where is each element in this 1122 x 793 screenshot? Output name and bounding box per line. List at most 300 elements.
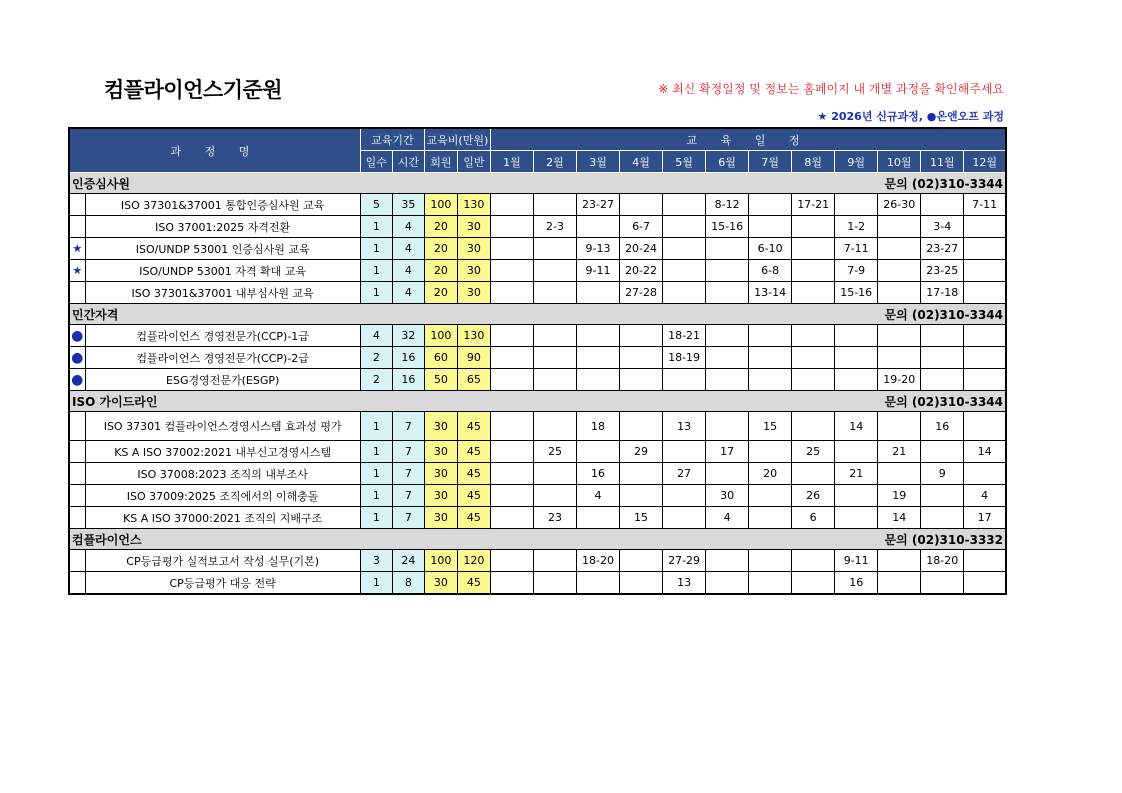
schedule-cell: 21 <box>835 463 878 485</box>
section-header-row <box>69 529 1006 550</box>
course-days: 2 <box>360 369 392 391</box>
header-general: 일반 <box>457 151 490 173</box>
course-row <box>69 282 1006 304</box>
course-name: KS A ISO 37000:2021 조직의 지배구조 <box>85 507 360 529</box>
schedule-cell: 6-7 <box>620 216 663 238</box>
header-month: 8월 <box>792 151 835 173</box>
schedule-cell: 3-4 <box>921 216 964 238</box>
course-mark <box>69 550 85 572</box>
course-row <box>69 216 1006 238</box>
schedule-cell <box>706 347 749 369</box>
header-month: 1월 <box>490 151 533 173</box>
course-hours: 7 <box>392 485 424 507</box>
header-fee: 교육비(만원) <box>424 128 490 151</box>
schedule-cell: 29 <box>620 441 663 463</box>
header-month: 3월 <box>577 151 620 173</box>
course-mark <box>69 216 85 238</box>
schedule-cell: 7-11 <box>964 194 1006 216</box>
schedule-cell: 23-25 <box>921 260 964 282</box>
course-days: 1 <box>360 216 392 238</box>
header-month: 7월 <box>749 151 792 173</box>
schedule-cell <box>921 325 964 347</box>
schedule-cell <box>490 412 533 441</box>
course-fee-member: 50 <box>424 369 457 391</box>
course-row <box>69 369 1006 391</box>
schedule-cell: 18 <box>577 412 620 441</box>
schedule-cell <box>964 238 1006 260</box>
course-days: 4 <box>360 325 392 347</box>
schedule-cell <box>792 238 835 260</box>
course-days: 1 <box>360 463 392 485</box>
schedule-cell: 25 <box>792 441 835 463</box>
schedule-cell <box>533 194 576 216</box>
schedule-cell <box>921 347 964 369</box>
schedule-cell <box>749 485 792 507</box>
course-hours: 4 <box>392 238 424 260</box>
schedule-cell <box>663 369 706 391</box>
schedule-cell <box>964 550 1006 572</box>
schedule-cell <box>878 463 921 485</box>
schedule-cell: 6-8 <box>749 260 792 282</box>
course-days: 2 <box>360 347 392 369</box>
schedule-cell <box>490 347 533 369</box>
schedule-cell <box>533 550 576 572</box>
schedule-cell: 16 <box>577 463 620 485</box>
section-name: 민간자격 <box>69 304 663 325</box>
section-contact: 문의 (02)310-3344 <box>663 304 1006 325</box>
schedule-cell <box>792 463 835 485</box>
header-month: 5월 <box>663 151 706 173</box>
course-row <box>69 572 1006 595</box>
course-name: KS A ISO 37002:2021 내부신고경영시스템 <box>85 441 360 463</box>
schedule-cell <box>620 412 663 441</box>
schedule-cell <box>577 216 620 238</box>
schedule-cell: 8-12 <box>706 194 749 216</box>
schedule-cell <box>533 485 576 507</box>
schedule-cell <box>749 216 792 238</box>
schedule-cell <box>533 412 576 441</box>
header-period: 교육기간 <box>360 128 424 151</box>
schedule-cell <box>706 572 749 595</box>
schedule-cell <box>577 441 620 463</box>
schedule-cell <box>792 369 835 391</box>
schedule-cell <box>706 282 749 304</box>
schedule-cell: 15 <box>620 507 663 529</box>
schedule-cell <box>533 347 576 369</box>
schedule-cell: 14 <box>878 507 921 529</box>
schedule-cell: 21 <box>878 441 921 463</box>
schedule-cell: 20-22 <box>620 260 663 282</box>
section-header-row <box>69 173 1006 194</box>
section-header-row <box>69 391 1006 412</box>
schedule-cell <box>577 282 620 304</box>
course-fee-member: 100 <box>424 194 457 216</box>
header-month: 6월 <box>706 151 749 173</box>
course-row <box>69 507 1006 529</box>
course-mark: ● <box>69 325 85 347</box>
header-schedule: 교 육 일 정 <box>490 128 1006 151</box>
course-fee-general: 45 <box>457 412 490 441</box>
schedule-cell <box>964 216 1006 238</box>
course-days: 3 <box>360 550 392 572</box>
schedule-cell <box>921 485 964 507</box>
schedule-cell <box>878 347 921 369</box>
schedule-cell <box>620 369 663 391</box>
schedule-cell: 18-20 <box>577 550 620 572</box>
course-name: CP등급평가 대응 전략 <box>85 572 360 595</box>
header-days: 일수 <box>360 151 392 173</box>
schedule-cell <box>490 282 533 304</box>
schedule-cell <box>533 572 576 595</box>
schedule-cell <box>490 194 533 216</box>
course-days: 1 <box>360 412 392 441</box>
schedule-cell <box>921 507 964 529</box>
course-fee-general: 30 <box>457 282 490 304</box>
header-member: 회원 <box>424 151 457 173</box>
schedule-cell <box>663 216 706 238</box>
schedule-cell <box>533 260 576 282</box>
schedule-cell: 14 <box>964 441 1006 463</box>
schedule-cell <box>964 260 1006 282</box>
course-name: ISO 37001:2025 자격전환 <box>85 216 360 238</box>
course-hours: 4 <box>392 216 424 238</box>
schedule-cell: 7-11 <box>835 238 878 260</box>
course-row <box>69 347 1006 369</box>
schedule-cell <box>878 216 921 238</box>
schedule-cell <box>663 260 706 282</box>
course-mark: ● <box>69 369 85 391</box>
schedule-cell <box>706 325 749 347</box>
schedule-cell: 19-20 <box>878 369 921 391</box>
section-name: 인증심사원 <box>69 173 663 194</box>
course-fee-general: 120 <box>457 550 490 572</box>
schedule-cell <box>792 260 835 282</box>
schedule-cell <box>749 194 792 216</box>
schedule-cell <box>835 485 878 507</box>
course-row <box>69 463 1006 485</box>
course-name: ESG경영전문가(ESGP) <box>85 369 360 391</box>
course-row <box>69 485 1006 507</box>
schedule-cell <box>878 260 921 282</box>
schedule-cell <box>577 347 620 369</box>
course-fee-member: 30 <box>424 485 457 507</box>
schedule-cell: 13-14 <box>749 282 792 304</box>
header-month: 4월 <box>620 151 663 173</box>
schedule-cell: 15 <box>749 412 792 441</box>
schedule-cell: 23 <box>533 507 576 529</box>
course-fee-general: 90 <box>457 347 490 369</box>
notice-text: ※ 최신 확정일정 및 정보는 홈페이지 내 개별 과정을 확인해주세요 <box>658 82 1004 96</box>
course-name: ISO 37301 컴플라이언스경영시스템 효과성 평가 <box>85 412 360 441</box>
schedule-cell: 17 <box>706 441 749 463</box>
course-hours: 7 <box>392 507 424 529</box>
course-mark <box>69 412 85 441</box>
course-fee-general: 30 <box>457 216 490 238</box>
course-hours: 16 <box>392 369 424 391</box>
section-name: ISO 가이드라인 <box>69 391 663 412</box>
schedule-cell: 15-16 <box>706 216 749 238</box>
course-name: ISO 37009:2025 조직에서의 이해충돌 <box>85 485 360 507</box>
schedule-cell <box>921 572 964 595</box>
schedule-cell <box>792 216 835 238</box>
schedule-body <box>69 173 1006 595</box>
schedule-cell <box>835 507 878 529</box>
course-days: 1 <box>360 282 392 304</box>
course-fee-member: 60 <box>424 347 457 369</box>
schedule-cell: 15-16 <box>835 282 878 304</box>
schedule-cell <box>792 282 835 304</box>
schedule-cell <box>663 507 706 529</box>
course-hours: 7 <box>392 412 424 441</box>
schedule-cell <box>490 550 533 572</box>
course-fee-member: 20 <box>424 216 457 238</box>
schedule-cell <box>620 485 663 507</box>
schedule-cell: 26 <box>792 485 835 507</box>
schedule-cell <box>878 412 921 441</box>
course-hours: 7 <box>392 441 424 463</box>
schedule-cell <box>706 260 749 282</box>
schedule-cell <box>533 238 576 260</box>
course-fee-member: 30 <box>424 572 457 595</box>
course-days: 1 <box>360 441 392 463</box>
schedule-cell <box>749 441 792 463</box>
schedule-cell <box>490 216 533 238</box>
schedule-cell: 18-19 <box>663 347 706 369</box>
schedule-cell <box>964 369 1006 391</box>
schedule-cell <box>663 194 706 216</box>
course-hours: 35 <box>392 194 424 216</box>
course-name: ISO 37008:2023 조직의 내부조사 <box>85 463 360 485</box>
course-name: ISO 37301&37001 내부심사원 교육 <box>85 282 360 304</box>
schedule-cell <box>706 463 749 485</box>
course-hours: 24 <box>392 550 424 572</box>
schedule-cell <box>490 238 533 260</box>
schedule-cell <box>620 550 663 572</box>
schedule-cell: 4 <box>964 485 1006 507</box>
schedule-cell <box>749 572 792 595</box>
legend-text: ★ 2026년 신규과정, ●온앤오프 과정 <box>817 110 1004 123</box>
schedule-cell <box>533 282 576 304</box>
course-fee-member: 30 <box>424 507 457 529</box>
course-name: 컴플라이언스 경영전문가(CCP)-1급 <box>85 325 360 347</box>
course-fee-general: 30 <box>457 260 490 282</box>
schedule-cell <box>964 325 1006 347</box>
course-mark: ★ <box>69 260 85 282</box>
course-fee-member: 30 <box>424 463 457 485</box>
schedule-cell <box>533 325 576 347</box>
schedule-cell: 25 <box>533 441 576 463</box>
schedule-cell: 9-11 <box>835 550 878 572</box>
schedule-cell: 20-24 <box>620 238 663 260</box>
schedule-cell <box>577 572 620 595</box>
section-name: 컴플라이언스 <box>69 529 663 550</box>
schedule-cell: 18-20 <box>921 550 964 572</box>
schedule-cell <box>706 369 749 391</box>
schedule-cell <box>964 572 1006 595</box>
course-days: 1 <box>360 572 392 595</box>
schedule-cell: 13 <box>663 572 706 595</box>
course-days: 1 <box>360 485 392 507</box>
schedule-cell <box>921 369 964 391</box>
schedule-cell: 7-9 <box>835 260 878 282</box>
schedule-cell: 23-27 <box>921 238 964 260</box>
schedule-cell <box>706 412 749 441</box>
schedule-cell: 4 <box>706 507 749 529</box>
course-row <box>69 550 1006 572</box>
schedule-cell <box>749 369 792 391</box>
course-mark <box>69 485 85 507</box>
schedule-cell <box>749 347 792 369</box>
section-contact: 문의 (02)310-3332 <box>663 529 1006 550</box>
schedule-cell <box>490 572 533 595</box>
schedule-cell <box>835 325 878 347</box>
schedule-cell <box>620 194 663 216</box>
schedule-cell <box>921 441 964 463</box>
course-days: 1 <box>360 507 392 529</box>
course-fee-general: 30 <box>457 238 490 260</box>
schedule-cell <box>878 325 921 347</box>
course-row <box>69 441 1006 463</box>
schedule-cell: 19 <box>878 485 921 507</box>
schedule-cell <box>490 369 533 391</box>
schedule-cell <box>620 347 663 369</box>
section-header-row <box>69 304 1006 325</box>
schedule-cell: 17-21 <box>792 194 835 216</box>
schedule-cell <box>964 463 1006 485</box>
course-fee-general: 65 <box>457 369 490 391</box>
schedule-cell <box>964 282 1006 304</box>
schedule-cell <box>792 347 835 369</box>
schedule-cell: 6 <box>792 507 835 529</box>
schedule-cell <box>490 463 533 485</box>
schedule-cell: 9-13 <box>577 238 620 260</box>
schedule-cell: 6-10 <box>749 238 792 260</box>
course-name: ISO/UNDP 53001 자격 확대 교육 <box>85 260 360 282</box>
course-row <box>69 238 1006 260</box>
course-row <box>69 194 1006 216</box>
schedule-cell <box>792 550 835 572</box>
course-hours: 4 <box>392 282 424 304</box>
schedule-cell <box>577 507 620 529</box>
page-title: 컴플라이언스기준원 <box>104 78 283 102</box>
course-fee-general: 45 <box>457 441 490 463</box>
course-hours: 16 <box>392 347 424 369</box>
course-fee-member: 30 <box>424 441 457 463</box>
course-fee-member: 30 <box>424 412 457 441</box>
schedule-cell: 27 <box>663 463 706 485</box>
schedule-cell <box>878 572 921 595</box>
schedule-cell <box>878 550 921 572</box>
schedule-cell: 30 <box>706 485 749 507</box>
schedule-cell <box>878 282 921 304</box>
schedule-cell <box>663 282 706 304</box>
section-contact: 문의 (02)310-3344 <box>663 391 1006 412</box>
schedule-cell <box>878 238 921 260</box>
schedule-cell <box>533 463 576 485</box>
schedule-cell <box>835 369 878 391</box>
course-mark <box>69 507 85 529</box>
course-row <box>69 325 1006 347</box>
course-fee-member: 100 <box>424 550 457 572</box>
course-fee-general: 130 <box>457 194 490 216</box>
schedule-cell <box>964 412 1006 441</box>
course-mark <box>69 441 85 463</box>
course-fee-member: 100 <box>424 325 457 347</box>
header-month: 9월 <box>835 151 878 173</box>
schedule-cell <box>533 369 576 391</box>
schedule-cell <box>663 441 706 463</box>
schedule-cell: 18-21 <box>663 325 706 347</box>
schedule-cell <box>921 194 964 216</box>
course-name: CP등급평가 실적보고서 작성 실무(기본) <box>85 550 360 572</box>
schedule-cell: 14 <box>835 412 878 441</box>
course-mark <box>69 572 85 595</box>
schedule-cell <box>792 325 835 347</box>
schedule-cell <box>620 572 663 595</box>
schedule-cell <box>490 507 533 529</box>
schedule-cell <box>663 485 706 507</box>
schedule-cell <box>490 325 533 347</box>
header-month: 10월 <box>878 151 921 173</box>
course-name: ISO 37301&37001 통합인증심사원 교육 <box>85 194 360 216</box>
schedule-cell: 17 <box>964 507 1006 529</box>
header-month: 12월 <box>964 151 1006 173</box>
course-hours: 32 <box>392 325 424 347</box>
schedule-cell <box>663 238 706 260</box>
course-fee-member: 20 <box>424 282 457 304</box>
course-hours: 4 <box>392 260 424 282</box>
course-hours: 7 <box>392 463 424 485</box>
course-fee-general: 130 <box>457 325 490 347</box>
schedule-cell <box>490 485 533 507</box>
schedule-cell <box>490 260 533 282</box>
schedule-cell <box>706 550 749 572</box>
schedule-cell: 16 <box>921 412 964 441</box>
schedule-cell: 17-18 <box>921 282 964 304</box>
schedule-cell: 26-30 <box>878 194 921 216</box>
schedule-cell <box>835 441 878 463</box>
schedule-cell <box>792 572 835 595</box>
schedule-cell: 4 <box>577 485 620 507</box>
schedule-cell <box>620 325 663 347</box>
schedule-cell: 20 <box>749 463 792 485</box>
course-fee-member: 20 <box>424 260 457 282</box>
schedule-cell: 1-2 <box>835 216 878 238</box>
course-days: 5 <box>360 194 392 216</box>
course-hours: 8 <box>392 572 424 595</box>
schedule-cell <box>577 369 620 391</box>
schedule-cell <box>706 238 749 260</box>
schedule-cell <box>749 507 792 529</box>
schedule-cell: 27-29 <box>663 550 706 572</box>
course-fee-member: 20 <box>424 238 457 260</box>
header-month: 2월 <box>533 151 576 173</box>
header-course: 과 정 명 <box>69 128 360 173</box>
schedule-cell <box>964 347 1006 369</box>
schedule-cell: 16 <box>835 572 878 595</box>
course-mark <box>69 463 85 485</box>
schedule-cell: 9-11 <box>577 260 620 282</box>
course-fee-general: 45 <box>457 572 490 595</box>
schedule-cell: 27-28 <box>620 282 663 304</box>
schedule-cell <box>792 412 835 441</box>
schedule-cell <box>749 325 792 347</box>
course-fee-general: 45 <box>457 463 490 485</box>
course-mark: ● <box>69 347 85 369</box>
section-contact: 문의 (02)310-3344 <box>663 173 1006 194</box>
schedule-cell <box>835 347 878 369</box>
course-name: 컴플라이언스 경영전문가(CCP)-2급 <box>85 347 360 369</box>
